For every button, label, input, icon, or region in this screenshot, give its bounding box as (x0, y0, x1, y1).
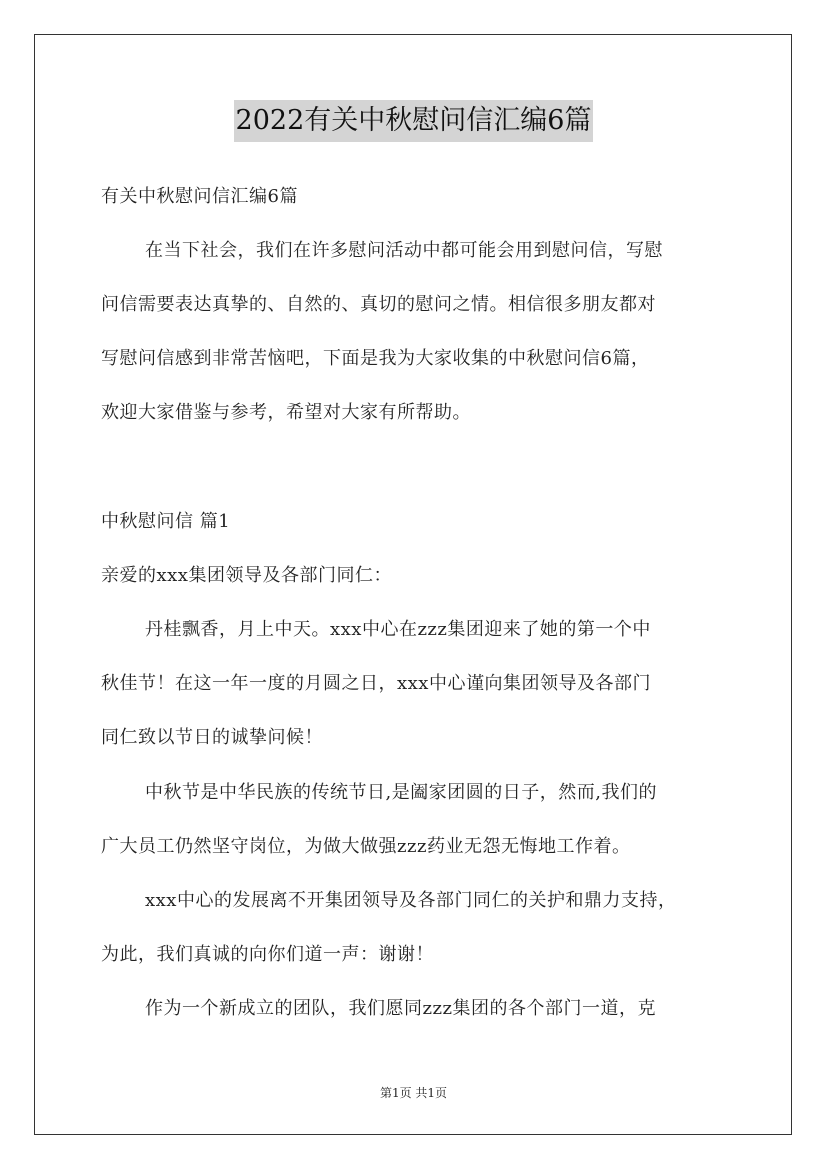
body-line: 为此，我们真诚的向你们道一声：谢谢！ (101, 944, 434, 965)
body-line: 同仁致以节日的诚挚问候！ (101, 727, 323, 748)
body-line: 作为一个新成立的团队，我们愿同zzz集团的各个部门一道，克 (145, 998, 656, 1019)
page-footer (0, 1084, 827, 1101)
body-line: 秋佳节！在这一年一度的月圆之日，xxx中心谨向集团领导及各部门 (101, 673, 651, 694)
intro-line: 写慰问信感到非常苦恼吧，下面是我为大家收集的中秋慰问信6篇， (101, 348, 650, 369)
body-line: xxx中心的发展离不开集团领导及各部门同仁的关护和鼎力支持， (145, 890, 677, 911)
page-number-label: 第1页 共1页 (379, 1086, 448, 1100)
document-title-block (0, 100, 827, 142)
intro-line: 欢迎大家借鉴与参考，希望对大家有所帮助。 (101, 402, 471, 423)
document-title: 2022有关中秋慰问信汇编6篇 (234, 100, 594, 142)
body-line: 广大员工仍然坚守岗位，为做大做强zzz药业无怨无悔地工作着。 (101, 836, 631, 857)
body-line: 中秋节是中华民族的传统节日,是阖家团圆的日子，然而,我们的 (145, 782, 657, 803)
body-line: 丹桂飘香，月上中天。xxx中心在zzz集团迎来了她的第一个中 (145, 619, 651, 640)
intro-line: 在当下社会，我们在许多慰问活动中都可能会用到慰问信，写慰 (145, 240, 663, 261)
section-heading: 中秋慰问信 篇1 (101, 511, 231, 532)
letter-salutation: 亲爱的xxx集团领导及各部门同仁： (101, 565, 392, 586)
document-subtitle: 有关中秋慰问信汇编6篇 (101, 186, 298, 207)
intro-line: 问信需要表达真挚的、自然的、真切的慰问之情。相信很多朋友都对 (101, 294, 656, 315)
